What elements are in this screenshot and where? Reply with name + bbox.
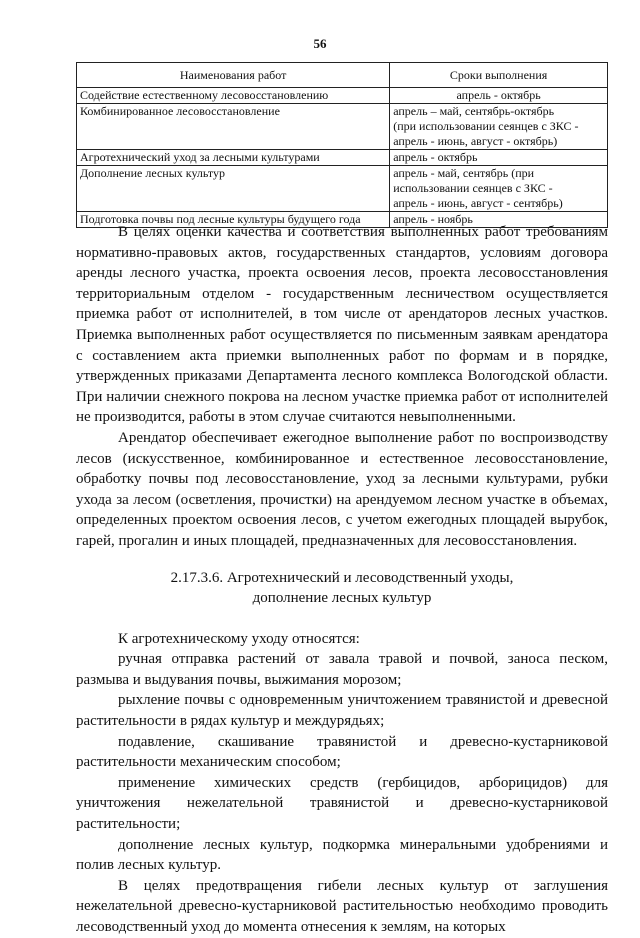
header-terms: Сроки выполнения xyxy=(390,63,608,88)
list-item: подавление, скашивание травянистой и древесно-кустарниковой растительности механическим способом; xyxy=(76,733,608,771)
table-row xyxy=(77,166,608,212)
section-heading-line-2: дополнение лесных культур xyxy=(252,590,432,607)
paragraph-acceptance: В целях оценки качества и соответствия выполненных работ требованиям нормативно-правовых актов, государственных стандартов, условиям договора аренды лесного участка, проекта освоения лесов, проекта лесовосстановления территориальным отделом - государственным лесничеством осуществляется приемка работ от исполнителей, в том числе от арендаторов лесных участков. Приемка выполненных работ осуществляется по письменным заявкам арендатора с составлением акта приемки выполненных работ по формам и в порядке, утвержденных приказами Департамента лесного комплекса Вологодской области. При наличии снежного покрова на лесном участке приемка работ от исполнителей не производится, работы в этом случае считаются невыполненными. xyxy=(76,224,608,426)
paragraph-reproduction: Арендатор обеспечивает ежегодное выполнение работ по воспроизводству лесов (искусственное, комбинированное и естественное лесовосстановление, обработку почвы под лесовосстановление, уход за лесными культурами, рубки ухода за лесом (осветления, прочистки) на арендуемом лесном участке в объемах, определенных проектом освоения лесов, с учетом ежегодных площадей вырубок, гарей, прогалин и иных площадей, предназначенных для лесовосстановления. xyxy=(76,429,608,549)
table-header-row xyxy=(77,63,608,88)
terms-cell: апрель - ноябрь xyxy=(390,212,608,228)
list-item: дополнение лесных культур, подкормка минеральными удобрениями и полив лесных культур. xyxy=(76,836,608,874)
work-cell: Комбинированное лесовосстановление xyxy=(77,104,390,150)
header-work-name: Наименования работ xyxy=(77,63,390,88)
list-item: применение химических средств (гербицидов, арборицидов) для уничтожения нежелательной травянистой и древесно-кустарниковой растительности; xyxy=(76,774,608,833)
work-cell: Содействие естественному лесовосстановлению xyxy=(77,88,390,104)
work-cell: Агротехнический уход за лесными культурами xyxy=(77,150,390,166)
work-cell: Дополнение лесных культур xyxy=(77,166,390,212)
document-body xyxy=(76,222,608,938)
section-heading-line-1: 2.17.3.6. Агротехнический и лесоводственный уходы, xyxy=(170,569,514,586)
work-cell: Подготовка почвы под лесные культуры будущего года xyxy=(77,212,390,228)
page-number: 56 xyxy=(313,36,327,51)
terms-cell: апрель - октябрь xyxy=(390,88,608,104)
terms-cell: апрель - октябрь xyxy=(390,150,608,166)
table-row xyxy=(77,150,608,166)
works-schedule-table xyxy=(76,62,608,228)
terms-cell: апрель - май, сентябрь (при использовании сеянцев с ЗКС - апрель - июнь, август - сентябрь) xyxy=(390,166,608,212)
table-row xyxy=(77,104,608,150)
list-intro: К агротехническому уходу относятся: xyxy=(118,630,360,647)
paragraph-final: В целях предотвращения гибели лесных культур от заглушения нежелательной древесно-кустарниковой растительностью необходимо проводить лесоводственный уход до момента отнесения к землям, на которых xyxy=(76,877,608,935)
list-item: рыхление почвы с одновременным уничтожением травянистой и древесной растительности в рядах культур и междурядьях; xyxy=(76,692,608,730)
list-item: ручная отправка растений от завала травой и почвой, заноса песком, размыва и выдувания почвы, выжимания морозом; xyxy=(76,651,608,688)
table-row xyxy=(77,88,608,104)
terms-cell: апрель – май, сентябрь-октябрь (при использовании сеянцев с ЗКС - апрель - июнь, август - октябрь) xyxy=(390,104,608,150)
